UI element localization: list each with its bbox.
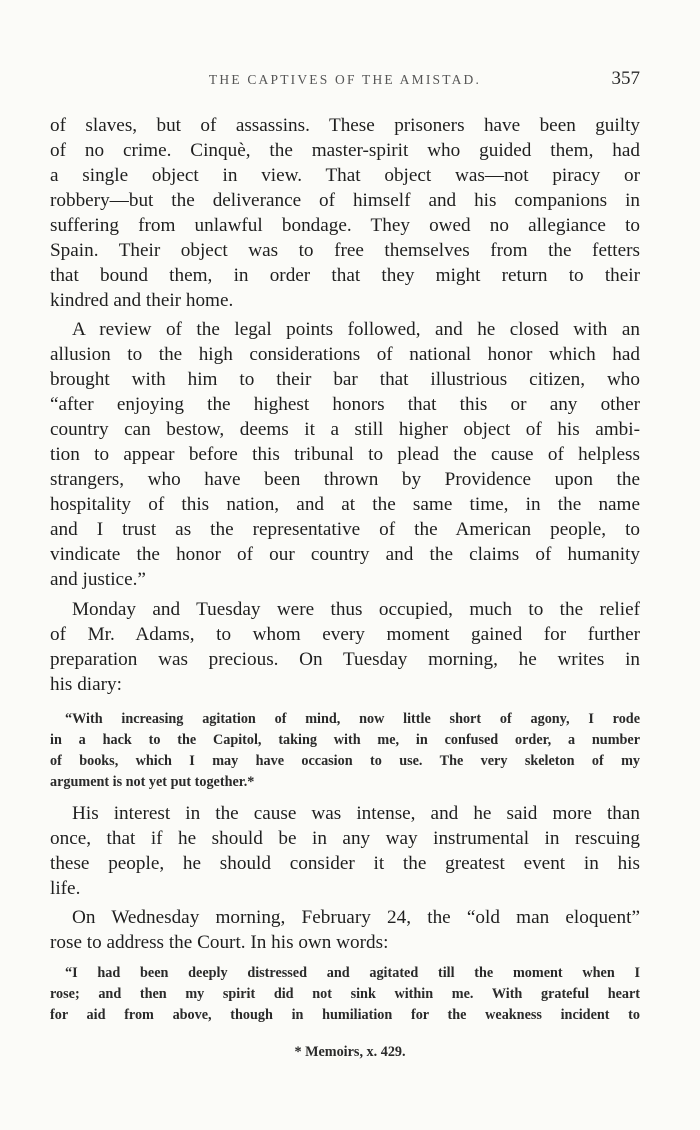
text-line: Spain. Their object was to free themselves from the fetters [50,240,640,261]
text-line: preparation was precious. On Tuesday morning, he writes in [50,649,640,670]
text-line: that bound them, in order that they might return to their [50,265,640,286]
text-line: strangers, who have been thrown by Providence upon the [50,469,640,490]
text-line: life. [50,878,81,899]
text-line: robbery—but the deliverance of himself and his companions in [50,190,640,211]
text-line: of slaves, but of assassins. These prisoners have been guilty [50,115,640,136]
quote-line: argument is not yet put together.* [50,774,255,790]
text-line: of Mr. Adams, to whom every moment gained for further [50,624,640,645]
text-line: and I trust as the representative of the American people, to [50,519,640,540]
quote-line: of books, which I may have occasion to use. The very skeleton of my [50,753,640,769]
text-line: a single object in view. That object was—not piracy or [50,165,640,186]
text-line: kindred and their home. [50,290,234,311]
text-line: A review of the legal points followed, and he closed with an [72,319,640,340]
quote-line: “I had been deeply distressed and agitated till the moment when I [65,965,640,981]
running-title: THE CAPTIVES OF THE AMISTAD. [208,72,482,87]
text-line: Monday and Tuesday were thus occupied, much to the relief [72,599,640,620]
text-line: hospitality of this nation, and at the same time, in the name [50,494,640,515]
text-line: tion to appear before this tribunal to plead the cause of helpless [50,444,640,465]
quote-line: for aid from above, though in humiliation for the weakness incident to [50,1007,640,1023]
text-line: his diary: [50,674,122,695]
text-line: His interest in the cause was intense, and he said more than [72,803,640,824]
text-line: On Wednesday morning, February 24, the “old man eloquent” [72,907,640,928]
text-line: country can bestow, deems it a still higher object of his ambi- [50,419,640,440]
text-line: brought with him to their bar that illustrious citizen, who [50,369,640,390]
text-line: of no crime. Cinquè, the master-spirit who guided them, had [50,140,640,161]
text-line: and justice.” [50,569,146,590]
text-line: once, that if he should be in any way instrumental in rescuing [50,828,640,849]
quote-line: “With increasing agitation of mind, now little short of agony, I rode [65,711,640,727]
quote-line: in a hack to the Capitol, taking with me, in confused order, a number [50,732,640,748]
text-line: allusion to the high considerations of national honor which had [50,344,640,365]
text-line: vindicate the honor of our country and the claims of humanity [50,544,640,565]
text-line: suffering from unlawful bondage. They owed no allegiance to [50,215,640,236]
text-line: these people, he should consider it the greatest event in his [50,853,640,874]
running-head [50,68,640,92]
page-number: 357 [611,68,640,89]
text-line: rose to address the Court. In his own words: [50,932,389,953]
footnote: * Memoirs, x. 429. [294,1044,406,1060]
text-line: “after enjoying the highest honors that this or any other [50,394,640,415]
quote-line: rose; and then my spirit did not sink within me. With grateful heart [50,986,640,1002]
